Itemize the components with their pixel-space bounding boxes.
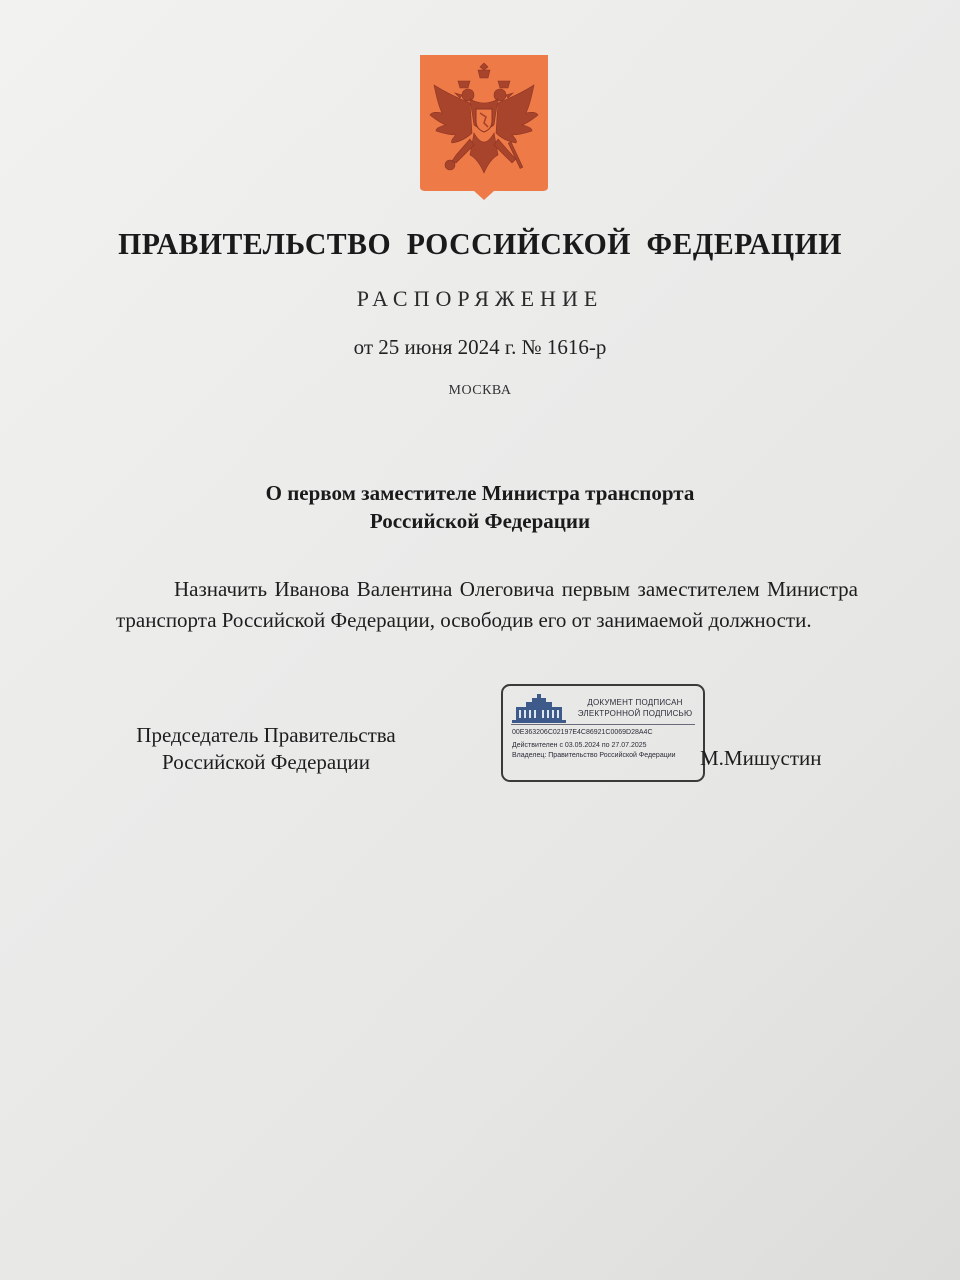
signer-position-line-1: Председатель Правительства: [136, 723, 396, 747]
signer-name: М.Мишустин: [700, 746, 822, 770]
electronic-signature-stamp: [501, 684, 705, 782]
subject-line-1: О первом заместителе Министра транспорта: [265, 481, 695, 505]
document-city: МОСКВА: [448, 383, 512, 398]
government-title: ПРАВИТЕЛЬСТВО РОССИЙСКОЙ ФЕДЕРАЦИИ: [118, 226, 842, 261]
government-building-icon: [512, 693, 566, 723]
stamp-validity: Действителен с 03.05.2024 по 27.07.2025: [512, 742, 647, 749]
document-date-number: от 25 июня 2024 г. № 1616-р: [353, 335, 607, 359]
stamp-header-line-2: ЭЛЕКТРОННОЙ ПОДПИСЬЮ: [577, 709, 693, 718]
document-type: РАСПОРЯЖЕНИЕ: [356, 286, 604, 311]
stamp-header: [567, 697, 703, 719]
subject-line-2: Российской Федерации: [369, 509, 591, 533]
stamp-certificate: 00E363206C02197E4C86921C0069D28A4C: [512, 729, 653, 736]
signer-position-line-2: Российской Федерации: [162, 750, 370, 774]
document-body: Назначить Иванова Валентина Олеговича первым заместителем Министра транспорта Российской Федерации, освободив его от занимаемой должности.: [116, 577, 858, 632]
signer-position: [108, 722, 424, 776]
russian-coat-of-arms-icon: [420, 55, 548, 200]
stamp-divider: [511, 724, 695, 725]
stamp-header-line-1: ДОКУМЕНТ ПОДПИСАН: [587, 698, 683, 707]
stamp-owner: Владелец: Правительство Российской Федерации: [512, 752, 676, 759]
document-subject: [0, 479, 960, 535]
